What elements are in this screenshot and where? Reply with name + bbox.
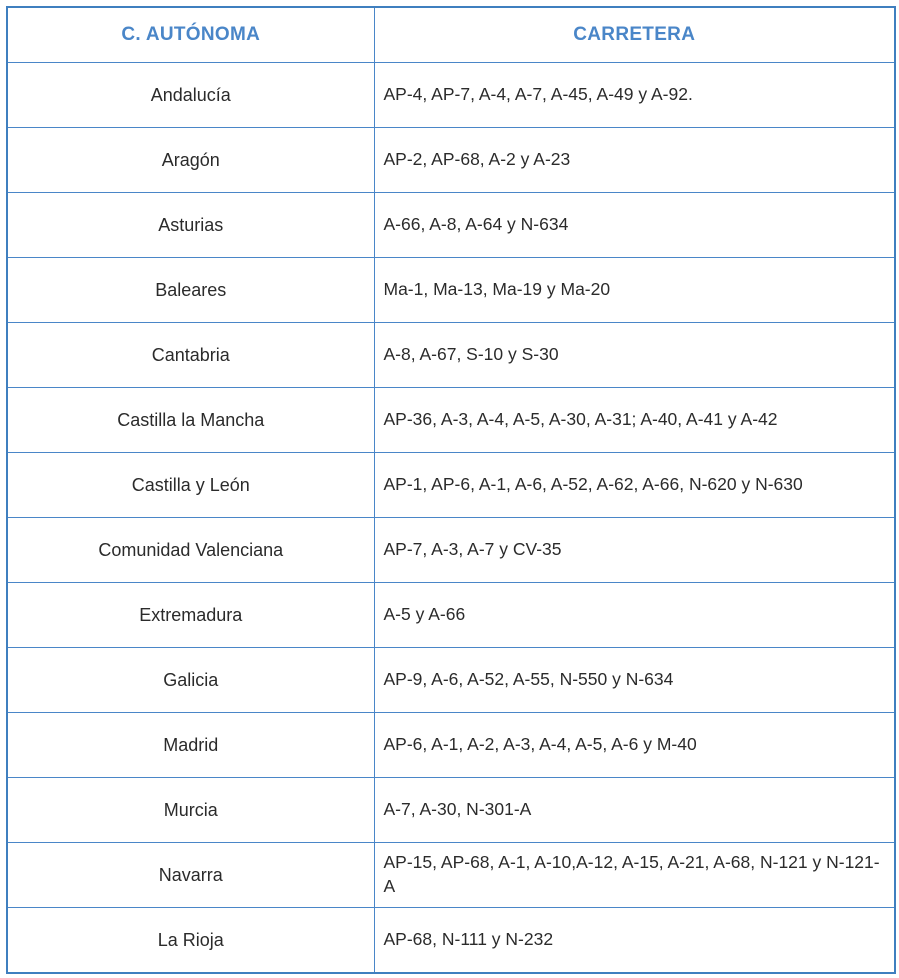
- table-row: [7, 193, 895, 258]
- table-row: [7, 258, 895, 323]
- cell-roads: AP-9, A-6, A-52, A-55, N-550 y N-634: [374, 648, 895, 713]
- cell-roads: AP-36, A-3, A-4, A-5, A-30, A-31; A-40, A-41 y A-42: [374, 388, 895, 453]
- cell-region: Madrid: [7, 713, 374, 778]
- roads-table: [6, 6, 896, 974]
- cell-region: Asturias: [7, 193, 374, 258]
- cell-roads: AP-7, A-3, A-7 y CV-35: [374, 518, 895, 583]
- table-row: [7, 583, 895, 648]
- cell-region: Andalucía: [7, 63, 374, 128]
- cell-roads: AP-1, AP-6, A-1, A-6, A-52, A-62, A-66, N-620 y N-630: [374, 453, 895, 518]
- table-row: [7, 908, 895, 974]
- table-row: [7, 713, 895, 778]
- cell-region: Comunidad Valenciana: [7, 518, 374, 583]
- column-header-region: C. AUTÓNOMA: [7, 7, 374, 63]
- cell-region: Castilla y León: [7, 453, 374, 518]
- table-row: [7, 778, 895, 843]
- table-row: [7, 518, 895, 583]
- cell-roads: A-8, A-67, S-10 y S-30: [374, 323, 895, 388]
- cell-region: Galicia: [7, 648, 374, 713]
- cell-roads: Ma-1, Ma-13, Ma-19 y Ma-20: [374, 258, 895, 323]
- cell-roads: AP-68, N-111 y N-232: [374, 908, 895, 974]
- cell-region: Extremadura: [7, 583, 374, 648]
- cell-region: Castilla la Mancha: [7, 388, 374, 453]
- table-header: [7, 7, 895, 63]
- cell-roads: AP-6, A-1, A-2, A-3, A-4, A-5, A-6 y M-40: [374, 713, 895, 778]
- cell-region: Navarra: [7, 843, 374, 908]
- cell-region: Aragón: [7, 128, 374, 193]
- cell-region: La Rioja: [7, 908, 374, 974]
- table-row: [7, 128, 895, 193]
- cell-roads: A-66, A-8, A-64 y N-634: [374, 193, 895, 258]
- table-row: [7, 843, 895, 908]
- table-row: [7, 453, 895, 518]
- cell-roads: A-5 y A-66: [374, 583, 895, 648]
- cell-roads: AP-4, AP-7, A-4, A-7, A-45, A-49 y A-92.: [374, 63, 895, 128]
- cell-region: Murcia: [7, 778, 374, 843]
- cell-region: Baleares: [7, 258, 374, 323]
- table-row: [7, 323, 895, 388]
- header-row: [7, 7, 895, 63]
- cell-roads: AP-2, AP-68, A-2 y A-23: [374, 128, 895, 193]
- cell-region: Cantabria: [7, 323, 374, 388]
- column-header-roads: CARRETERA: [374, 7, 895, 63]
- table-row: [7, 63, 895, 128]
- table-body: [7, 63, 895, 974]
- table-row: [7, 388, 895, 453]
- table-row: [7, 648, 895, 713]
- cell-roads: A-7, A-30, N-301-A: [374, 778, 895, 843]
- cell-roads: AP-15, AP-68, A-1, A-10,A-12, A-15, A-21, A-68, N-121 y N-121-A: [374, 843, 895, 908]
